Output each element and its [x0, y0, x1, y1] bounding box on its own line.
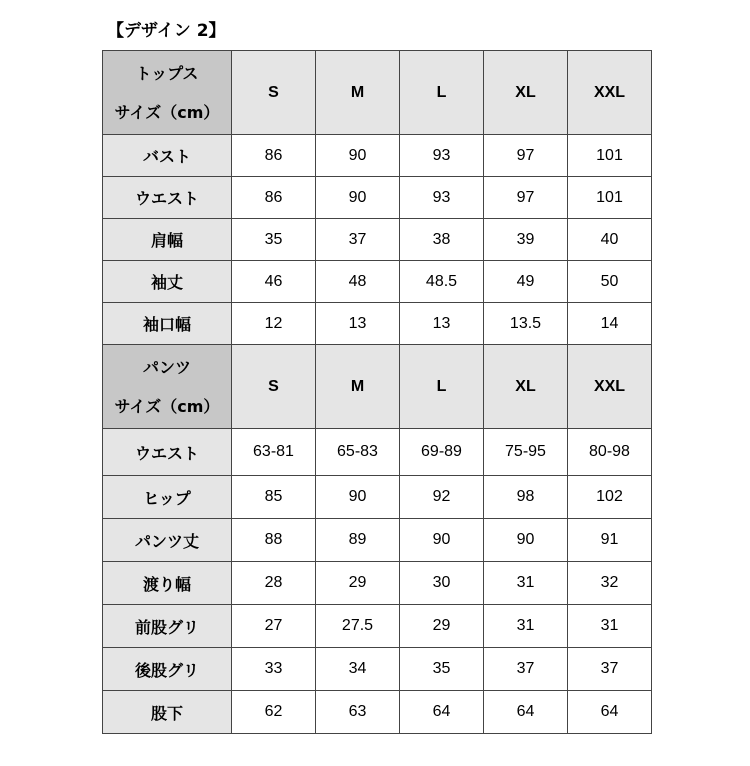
value-cell-s: 62 [232, 691, 316, 734]
value-cell-m: 13 [316, 303, 400, 345]
value-cell-l: 92 [400, 476, 484, 519]
pants-row [103, 519, 652, 562]
tops-row [103, 219, 652, 261]
value-cell-l: 30 [400, 562, 484, 605]
value-cell-l: 93 [400, 177, 484, 219]
value-cell-xl: 31 [484, 605, 568, 648]
value-cell-xxl: 91 [568, 519, 652, 562]
row-label: ヒップ [103, 476, 232, 519]
value-cell-s: 63-81 [232, 429, 316, 476]
row-label: 渡り幅 [103, 562, 232, 605]
value-cell-s: 35 [232, 219, 316, 261]
value-cell-xl: 97 [484, 135, 568, 177]
pants-header-cell [103, 345, 232, 429]
tops-header-row [103, 51, 652, 135]
size-header-m: M [316, 345, 400, 429]
row-label: 袖口幅 [103, 303, 232, 345]
size-chart-table [102, 50, 652, 734]
row-label: 袖丈 [103, 261, 232, 303]
value-cell-xl: 97 [484, 177, 568, 219]
row-label: ウエスト [103, 429, 232, 476]
tops-header-cell [103, 51, 232, 135]
value-cell-xl: 75-95 [484, 429, 568, 476]
row-label: 後股グリ [103, 648, 232, 691]
row-label: 前股グリ [103, 605, 232, 648]
value-cell-m: 89 [316, 519, 400, 562]
value-cell-s: 28 [232, 562, 316, 605]
value-cell-xl: 39 [484, 219, 568, 261]
value-cell-xxl: 14 [568, 303, 652, 345]
value-cell-s: 88 [232, 519, 316, 562]
size-header-m: M [316, 51, 400, 135]
value-cell-xl: 13.5 [484, 303, 568, 345]
value-cell-xl: 37 [484, 648, 568, 691]
pants-row [103, 605, 652, 648]
value-cell-l: 48.5 [400, 261, 484, 303]
value-cell-l: 38 [400, 219, 484, 261]
value-cell-s: 85 [232, 476, 316, 519]
value-cell-l: 29 [400, 605, 484, 648]
size-header-l: L [400, 51, 484, 135]
tops-row [103, 261, 652, 303]
pants-row [103, 691, 652, 734]
value-cell-l: 64 [400, 691, 484, 734]
row-label: パンツ丈 [103, 519, 232, 562]
tops-row [103, 135, 652, 177]
pants-row [103, 476, 652, 519]
size-header-xxl: XXL [568, 51, 652, 135]
pants-row [103, 648, 652, 691]
value-cell-xxl: 50 [568, 261, 652, 303]
size-header-s: S [232, 345, 316, 429]
value-cell-xxl: 101 [568, 135, 652, 177]
size-header-xl: XL [484, 345, 568, 429]
value-cell-s: 33 [232, 648, 316, 691]
value-cell-m: 29 [316, 562, 400, 605]
size-header-l: L [400, 345, 484, 429]
value-cell-s: 46 [232, 261, 316, 303]
value-cell-l: 69-89 [400, 429, 484, 476]
row-label: 股下 [103, 691, 232, 734]
value-cell-xxl: 31 [568, 605, 652, 648]
size-header-xl: XL [484, 51, 568, 135]
pants-header-unit: サイズ（cm） [114, 396, 220, 416]
tops-header-unit: サイズ（cm） [114, 102, 220, 122]
tops-row [103, 177, 652, 219]
value-cell-s: 86 [232, 135, 316, 177]
value-cell-m: 63 [316, 691, 400, 734]
value-cell-m: 27.5 [316, 605, 400, 648]
value-cell-m: 90 [316, 476, 400, 519]
value-cell-xxl: 102 [568, 476, 652, 519]
value-cell-m: 37 [316, 219, 400, 261]
size-header-xxl: XXL [568, 345, 652, 429]
value-cell-m: 90 [316, 135, 400, 177]
value-cell-xl: 31 [484, 562, 568, 605]
value-cell-xxl: 80-98 [568, 429, 652, 476]
row-label: ウエスト [103, 177, 232, 219]
value-cell-s: 27 [232, 605, 316, 648]
value-cell-m: 90 [316, 177, 400, 219]
value-cell-l: 93 [400, 135, 484, 177]
value-cell-xl: 90 [484, 519, 568, 562]
value-cell-m: 65-83 [316, 429, 400, 476]
value-cell-s: 86 [232, 177, 316, 219]
row-label: バスト [103, 135, 232, 177]
pants-header-title: パンツ [142, 357, 191, 377]
pants-header-row [103, 345, 652, 429]
value-cell-xxl: 37 [568, 648, 652, 691]
value-cell-s: 12 [232, 303, 316, 345]
value-cell-l: 13 [400, 303, 484, 345]
pants-row [103, 562, 652, 605]
value-cell-m: 48 [316, 261, 400, 303]
value-cell-l: 35 [400, 648, 484, 691]
value-cell-m: 34 [316, 648, 400, 691]
value-cell-xl: 64 [484, 691, 568, 734]
value-cell-l: 90 [400, 519, 484, 562]
value-cell-xl: 98 [484, 476, 568, 519]
value-cell-xxl: 101 [568, 177, 652, 219]
value-cell-xxl: 32 [568, 562, 652, 605]
tops-row [103, 303, 652, 345]
value-cell-xxl: 40 [568, 219, 652, 261]
size-header-s: S [232, 51, 316, 135]
page-title: 【デザイン 2】 [107, 21, 226, 41]
pants-row [103, 429, 652, 476]
row-label: 肩幅 [103, 219, 232, 261]
value-cell-xl: 49 [484, 261, 568, 303]
value-cell-xxl: 64 [568, 691, 652, 734]
tops-header-title: トップス [135, 63, 199, 83]
